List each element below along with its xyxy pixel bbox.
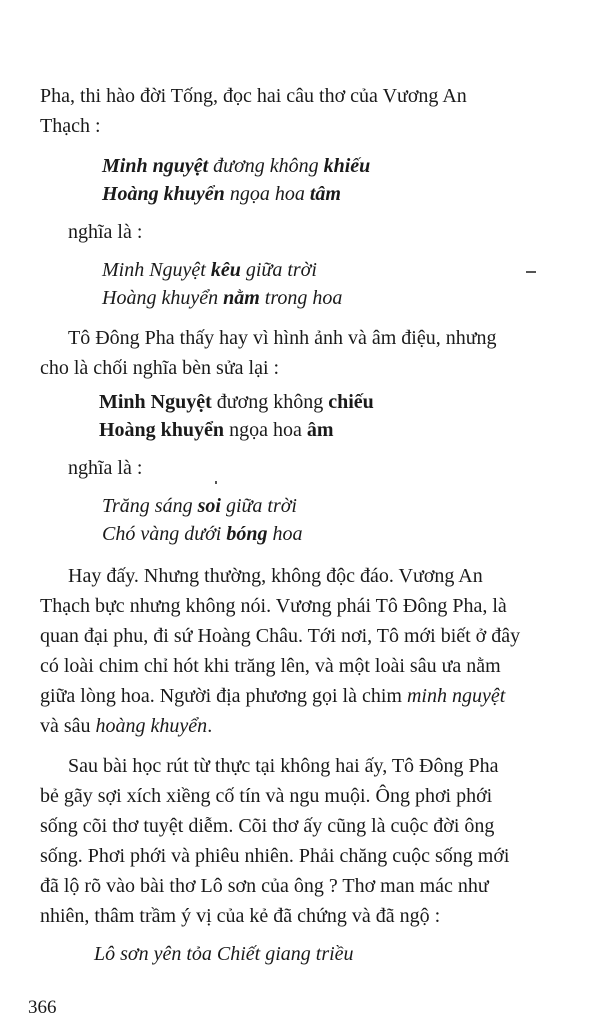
paragraph-line: và sâu hoàng khuyển. bbox=[40, 715, 213, 737]
paragraph-line: sống cõi thơ tuyệt diễm. Cõi thơ ấy cũng là cuộc đời ông bbox=[40, 815, 495, 837]
verse-line: Hoàng khuyển ngọa hoa âm bbox=[99, 419, 334, 441]
print-speck bbox=[215, 481, 217, 484]
verse-line: Minh nguyệt đương không khiếu bbox=[102, 155, 371, 177]
paragraph-line: Hay đấy. Nhưng thường, không độc đáo. Vương An bbox=[68, 565, 483, 587]
paragraph-line: cho là chối nghĩa bèn sửa lại : bbox=[40, 357, 280, 379]
page-number: 366 bbox=[28, 997, 57, 1018]
paragraph-line: Thạch : bbox=[40, 115, 101, 137]
paragraph-line: đã lộ rõ vào bài thơ Lô sơn của ông ? Thơ man mác như bbox=[40, 875, 489, 897]
paragraph-line: bẻ gãy sợi xích xiềng cố tín và ngu muội. Ông phơi phới bbox=[40, 785, 493, 807]
print-speck bbox=[526, 271, 536, 273]
verse-line: Trăng sáng soi giữa trời bbox=[102, 495, 297, 517]
label-text: nghĩa là : bbox=[68, 221, 143, 243]
paragraph-line: có loài chim chỉ hót khi trăng lên, và một loài sâu ưa nằm bbox=[40, 655, 501, 677]
verse-line: Hoàng khuyển nằm trong hoa bbox=[102, 287, 343, 309]
verse-line: Chó vàng dưới bóng hoa bbox=[102, 523, 303, 545]
paragraph-line: Tô Đông Pha thấy hay vì hình ảnh và âm điệu, nhưng bbox=[68, 327, 497, 349]
label-text: nghĩa là : bbox=[68, 457, 143, 479]
paragraph-line: sống. Phơi phới và phiêu nhiên. Phải chăng cuộc sống mới bbox=[40, 845, 510, 867]
paragraph-line: nhiên, thâm trầm ý vị của kẻ đã chứng và đã ngộ : bbox=[40, 905, 441, 927]
verse-line: Minh Nguyệt kêu giữa trời bbox=[102, 259, 317, 281]
verse-line: Minh Nguyệt đương không chiếu bbox=[99, 391, 374, 413]
verse-line: Lô sơn yên tỏa Chiết giang triều bbox=[94, 943, 354, 965]
paragraph-line: Pha, thi hào đời Tống, đọc hai câu thơ của Vương An bbox=[40, 85, 467, 107]
paragraph-line: giữa lòng hoa. Người địa phương gọi là chim minh nguyệt bbox=[40, 685, 506, 707]
paragraph-line: Sau bài học rút từ thực tại không hai ấy, Tô Đông Pha bbox=[68, 755, 499, 777]
paragraph-line: Thạch bực nhưng không nói. Vương phái Tô Đông Pha, là bbox=[40, 595, 507, 617]
verse-line: Hoàng khuyển ngọa hoa tâm bbox=[102, 183, 341, 205]
paragraph-line: quan đại phu, đi sứ Hoàng Châu. Tới nơi, Tô mới biết ở đây bbox=[40, 625, 521, 647]
